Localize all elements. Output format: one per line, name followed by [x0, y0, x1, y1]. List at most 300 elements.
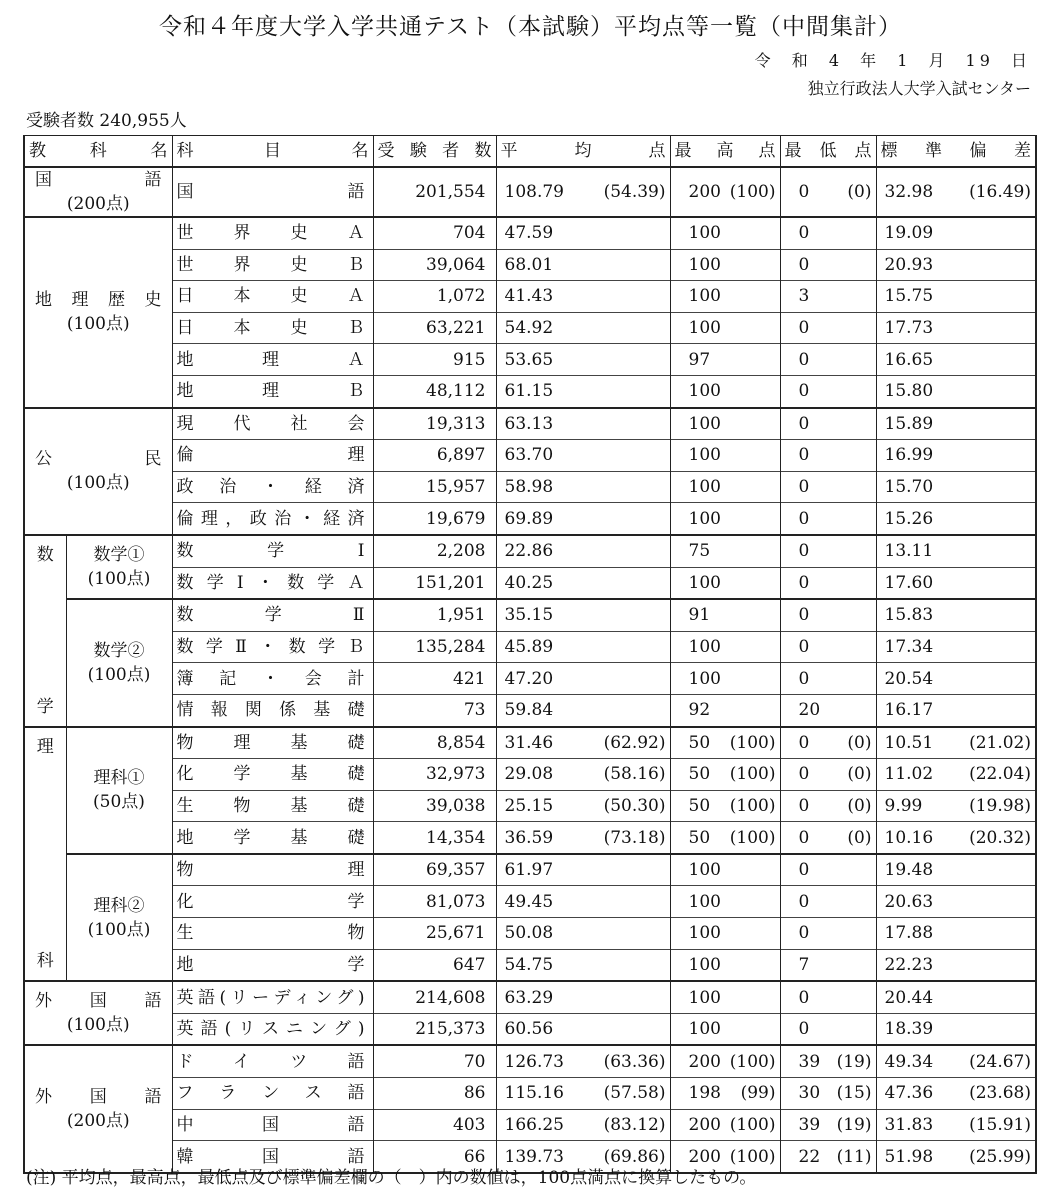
std-dev	[876, 167, 1036, 217]
std-dev-converted: (21.02)	[969, 732, 1031, 753]
std-dev-converted	[951, 250, 1031, 280]
min-score-main: 20	[798, 700, 821, 721]
min-score	[780, 503, 876, 535]
average	[496, 886, 670, 918]
max-score-main: 100	[688, 254, 721, 275]
table-row	[24, 854, 1036, 886]
max-score	[670, 949, 780, 981]
std-dev	[876, 694, 1036, 726]
std-dev-values	[881, 568, 1032, 598]
group-name: 公 民	[35, 449, 162, 470]
average-main: 29.08	[504, 764, 554, 785]
average-converted	[588, 218, 666, 248]
average-converted: (83.12)	[603, 1114, 666, 1135]
max-score-values	[675, 887, 776, 917]
subject-name: 物理基礎	[172, 727, 373, 759]
max-score	[670, 281, 780, 313]
std-dev-main: 15.26	[884, 508, 934, 529]
examinee-count-cell: 151,201	[373, 567, 496, 599]
min-score	[780, 790, 876, 822]
max-score-converted	[720, 695, 776, 725]
min-score-main: 0	[798, 923, 810, 944]
min-score-converted	[834, 504, 872, 534]
max-score	[670, 631, 780, 663]
subject-name: 生物	[172, 918, 373, 950]
subgroup-points: (100点)	[87, 664, 151, 685]
average	[496, 759, 670, 791]
subject-name: 地学基礎	[172, 822, 373, 854]
group-points: (200点)	[66, 1111, 130, 1132]
average-main: 41.43	[504, 286, 554, 307]
std-dev-values	[881, 1014, 1032, 1044]
examinee-count-cell: 14,354	[373, 822, 496, 854]
average-main: 69.89	[504, 508, 554, 529]
std-dev-values	[881, 281, 1032, 311]
min-score-values	[785, 250, 872, 280]
average-converted	[588, 600, 666, 630]
group-points: (100点)	[66, 473, 130, 494]
average-main: 61.97	[504, 860, 554, 881]
max-score-converted	[721, 918, 776, 948]
max-score-values	[675, 600, 776, 630]
min-score	[780, 822, 876, 854]
group-points: (100点)	[66, 314, 130, 335]
min-score-converted: (11)	[836, 1146, 872, 1167]
std-dev-main: 16.17	[884, 700, 934, 721]
examinee-count-cell: 915	[373, 344, 496, 376]
std-dev	[876, 217, 1036, 249]
max-score-values	[675, 440, 776, 470]
std-dev-values	[881, 1110, 1032, 1140]
examinee-count-cell: 19,679	[373, 503, 496, 535]
table-row	[24, 949, 1036, 981]
std-dev	[876, 344, 1036, 376]
max-score-converted	[721, 313, 776, 343]
min-score-converted	[834, 472, 872, 502]
max-score-converted: (100)	[729, 795, 776, 816]
table-row	[24, 344, 1036, 376]
std-dev	[876, 375, 1036, 407]
std-dev-converted	[951, 281, 1031, 311]
max-score	[670, 854, 780, 886]
std-dev-values	[881, 1142, 1032, 1172]
max-score-main: 50	[688, 732, 711, 753]
group-cell	[24, 535, 66, 727]
max-score-converted: (100)	[729, 827, 776, 848]
max-score	[670, 471, 780, 503]
min-score	[780, 535, 876, 567]
subject-name: 日本史Ｂ	[172, 312, 373, 344]
std-dev-converted: (22.04)	[969, 764, 1031, 785]
min-score-converted: (15)	[836, 1083, 872, 1104]
subject-name: 韓国語	[172, 1141, 373, 1173]
header-min: 最低点	[780, 136, 876, 168]
std-dev	[876, 822, 1036, 854]
min-score-main: 0	[798, 413, 810, 434]
max-score-converted	[721, 504, 776, 534]
max-score-main: 200	[688, 1146, 721, 1167]
table-row	[24, 535, 1036, 567]
average-values	[501, 791, 666, 821]
average-main: 58.98	[504, 477, 554, 498]
subject-name: 倫理	[172, 440, 373, 472]
std-dev-converted: (19.98)	[969, 795, 1031, 816]
average-converted: (73.18)	[603, 827, 666, 848]
min-score	[780, 1013, 876, 1045]
min-score-values	[785, 504, 872, 534]
average	[496, 535, 670, 567]
average	[496, 344, 670, 376]
header-subject: 科目名	[172, 136, 373, 168]
average-values	[501, 728, 666, 758]
group-cell	[24, 1045, 172, 1172]
average-values	[501, 504, 666, 534]
std-dev-main: 16.65	[884, 349, 934, 370]
average-converted: (63.36)	[603, 1051, 666, 1072]
min-score	[780, 1078, 876, 1110]
std-dev	[876, 408, 1036, 440]
min-score-converted: (0)	[847, 182, 872, 202]
max-score-main: 100	[688, 413, 721, 434]
max-score-values	[675, 250, 776, 280]
std-dev	[876, 1141, 1036, 1173]
max-score	[670, 375, 780, 407]
max-score-values	[675, 823, 776, 853]
average-converted	[588, 313, 666, 343]
average-values	[501, 823, 666, 853]
examinee-count: 受験者数 240,955人	[26, 111, 187, 131]
std-dev-main: 13.11	[884, 541, 934, 562]
average-converted: (62.92)	[603, 732, 666, 753]
max-score-values	[675, 950, 776, 980]
table-row	[24, 440, 1036, 472]
average-values	[501, 1110, 666, 1140]
group-name-top: 理	[36, 736, 54, 757]
table-row	[24, 694, 1036, 726]
average-converted	[588, 345, 666, 375]
average-values	[501, 983, 666, 1013]
max-score-main: 100	[688, 637, 721, 658]
max-score-converted	[721, 440, 776, 470]
subject-name: 数学Ⅱ	[172, 599, 373, 631]
group-name-bottom: 科	[36, 951, 54, 972]
average	[496, 167, 670, 217]
group-name: 地理歴史	[35, 290, 162, 311]
std-dev-main: 10.16	[884, 827, 934, 848]
average	[496, 281, 670, 313]
average	[496, 854, 670, 886]
std-dev-values	[881, 950, 1032, 980]
table-row	[24, 1013, 1036, 1045]
average-values	[501, 887, 666, 917]
max-score-main: 100	[688, 668, 721, 689]
max-score	[670, 759, 780, 791]
min-score-converted	[834, 281, 872, 311]
subject-name: 世界史Ｂ	[172, 249, 373, 281]
header-count: 受験者数	[373, 136, 496, 168]
average-converted	[588, 409, 666, 439]
std-dev	[876, 759, 1036, 791]
average-converted	[588, 632, 666, 662]
max-score	[670, 1109, 780, 1141]
min-score-main: 0	[798, 349, 810, 370]
subgroup-name: 数学①	[93, 545, 145, 566]
std-dev-converted	[951, 568, 1031, 598]
max-score-converted: (99)	[740, 1083, 776, 1104]
subject-name: 生物基礎	[172, 790, 373, 822]
group-cell	[24, 167, 172, 217]
average-main: 31.46	[504, 732, 554, 753]
examinee-count-cell: 19,313	[373, 408, 496, 440]
average	[496, 1013, 670, 1045]
examinee-count-cell: 25,671	[373, 918, 496, 950]
group-points: (200点)	[66, 194, 130, 214]
std-dev	[876, 281, 1036, 313]
max-score-values	[675, 728, 776, 758]
release-date: 令 和 4 年 1 月 19 日	[754, 51, 1031, 70]
average-converted	[588, 1014, 666, 1044]
average-main: 68.01	[504, 254, 554, 275]
subject-name: 国語	[172, 167, 373, 217]
min-score-main: 0	[798, 541, 810, 562]
average-converted	[588, 918, 666, 948]
average-values	[501, 695, 666, 725]
min-score-converted	[834, 695, 872, 725]
std-dev-converted	[951, 440, 1031, 470]
min-score	[780, 759, 876, 791]
average-main: 50.08	[504, 923, 554, 944]
max-score-values	[675, 791, 776, 821]
min-score	[780, 408, 876, 440]
max-score-values	[675, 345, 776, 375]
average-main: 35.15	[504, 605, 554, 626]
min-score-main: 0	[798, 182, 810, 202]
subject-name: 化学	[172, 886, 373, 918]
min-score-values	[785, 536, 872, 566]
std-dev-converted: (15.91)	[969, 1114, 1031, 1135]
average-main: 54.92	[504, 318, 554, 339]
subgroup-points: (50点)	[93, 792, 145, 813]
min-score-values	[785, 918, 872, 948]
min-score	[780, 167, 876, 217]
average-converted	[588, 950, 666, 980]
subject-name: ドイツ語	[172, 1045, 373, 1077]
min-score-values	[785, 855, 872, 885]
min-score	[780, 217, 876, 249]
std-dev-values	[881, 250, 1032, 280]
std-dev-converted	[951, 504, 1031, 534]
min-score-converted	[834, 218, 872, 248]
max-score	[670, 567, 780, 599]
std-dev-main: 32.98	[884, 182, 934, 202]
max-score	[670, 344, 780, 376]
group-name-bottom: 学	[36, 696, 54, 717]
std-dev-values	[881, 345, 1032, 375]
max-score-main: 100	[688, 891, 721, 912]
subject-name: 簿記・会計	[172, 663, 373, 695]
average-values	[501, 918, 666, 948]
average	[496, 1078, 670, 1110]
table-row	[24, 663, 1036, 695]
min-score	[780, 727, 876, 759]
score-table	[23, 135, 1037, 1174]
max-score	[670, 663, 780, 695]
group-name: 外 国 語	[35, 991, 162, 1012]
std-dev-main: 15.89	[884, 413, 934, 434]
std-dev-main: 20.44	[884, 987, 934, 1008]
max-score-values	[675, 664, 776, 694]
examinee-count-cell: 215,373	[373, 1013, 496, 1045]
group-cell	[24, 981, 172, 1045]
std-dev-values	[881, 728, 1032, 758]
average	[496, 1109, 670, 1141]
std-dev	[876, 599, 1036, 631]
min-score-converted	[834, 409, 872, 439]
max-score-main: 100	[688, 223, 721, 244]
min-score	[780, 1109, 876, 1141]
std-dev-main: 17.73	[884, 318, 934, 339]
std-dev-values	[881, 918, 1032, 948]
table-row	[24, 631, 1036, 663]
max-score-values	[675, 313, 776, 343]
average-converted	[588, 855, 666, 885]
min-score-main: 0	[798, 572, 810, 593]
std-dev	[876, 1109, 1036, 1141]
max-score-main: 100	[688, 318, 721, 339]
subject-name: 地理Ａ	[172, 344, 373, 376]
average-converted: (57.58)	[603, 1083, 666, 1104]
subject-name: 倫理，政治・経済	[172, 503, 373, 535]
min-score-main: 7	[798, 954, 810, 975]
average-values	[501, 950, 666, 980]
average-values	[501, 177, 666, 207]
table-row	[24, 727, 1036, 759]
table-row	[24, 281, 1036, 313]
average	[496, 663, 670, 695]
std-dev-main: 17.60	[884, 572, 934, 593]
max-score	[670, 918, 780, 950]
max-score-values	[675, 632, 776, 662]
average	[496, 567, 670, 599]
average	[496, 727, 670, 759]
max-score	[670, 167, 780, 217]
min-score-main: 0	[798, 508, 810, 529]
min-score-converted	[834, 250, 872, 280]
examinee-count-cell: 32,973	[373, 759, 496, 791]
examinee-count-cell: 81,073	[373, 886, 496, 918]
average	[496, 249, 670, 281]
std-dev-converted	[951, 918, 1031, 948]
average-main: 61.15	[504, 381, 554, 402]
std-dev-values	[881, 1047, 1032, 1077]
max-score-converted	[721, 376, 776, 406]
table-row	[24, 1109, 1036, 1141]
std-dev-values	[881, 472, 1032, 502]
subgroup-name: 数学②	[93, 640, 145, 661]
min-score-main: 0	[798, 637, 810, 658]
average	[496, 790, 670, 822]
min-score	[780, 918, 876, 950]
average-main: 139.73	[504, 1146, 564, 1167]
min-score-values	[785, 345, 872, 375]
std-dev-converted	[951, 472, 1031, 502]
max-score-values	[675, 855, 776, 885]
max-score-main: 100	[688, 923, 721, 944]
max-score	[670, 599, 780, 631]
max-score	[670, 249, 780, 281]
table-row	[24, 886, 1036, 918]
examinee-count-cell: 66	[373, 1141, 496, 1173]
std-dev	[876, 631, 1036, 663]
min-score-main: 22	[798, 1146, 821, 1167]
examinee-count-cell: 6,897	[373, 440, 496, 472]
average-values	[501, 536, 666, 566]
examinee-count-cell: 15,957	[373, 471, 496, 503]
std-dev-converted: (25.99)	[969, 1146, 1031, 1167]
max-score	[670, 312, 780, 344]
average-values	[501, 345, 666, 375]
max-score-converted	[721, 568, 776, 598]
average	[496, 408, 670, 440]
page-title: 令和４年度大学入学共通テスト（本試験）平均点等一覧（中間集計）	[158, 14, 903, 40]
average-converted	[588, 376, 666, 406]
examinee-count-cell: 403	[373, 1109, 496, 1141]
max-score-converted	[721, 409, 776, 439]
max-score-main: 100	[688, 572, 721, 593]
min-score-main: 0	[798, 668, 810, 689]
subgroup-cell	[66, 535, 172, 599]
table-row	[24, 599, 1036, 631]
max-score-values	[675, 759, 776, 789]
examinee-count-cell: 214,608	[373, 981, 496, 1013]
subject-name: 英語(リーディング)	[172, 981, 373, 1013]
min-score-converted	[834, 918, 872, 948]
min-score-converted	[834, 376, 872, 406]
max-score-main: 91	[688, 605, 711, 626]
average-converted	[588, 664, 666, 694]
min-score-values	[785, 728, 872, 758]
max-score-main: 100	[688, 1019, 721, 1040]
max-score-main: 100	[688, 286, 721, 307]
table-row	[24, 375, 1036, 407]
std-dev	[876, 1013, 1036, 1045]
std-dev-values	[881, 536, 1032, 566]
min-score-values	[785, 472, 872, 502]
examinee-count-cell: 39,064	[373, 249, 496, 281]
average	[496, 1045, 670, 1077]
std-dev-main: 20.54	[884, 668, 934, 689]
subject-name: フランス語	[172, 1078, 373, 1110]
std-dev-values	[881, 887, 1032, 917]
min-score-values	[785, 440, 872, 470]
max-score-values	[675, 409, 776, 439]
max-score-converted	[721, 250, 776, 280]
std-dev-main: 15.75	[884, 286, 934, 307]
std-dev-main: 15.83	[884, 605, 934, 626]
std-dev	[876, 440, 1036, 472]
subgroup-name: 理科②	[93, 895, 145, 916]
std-dev-main: 47.36	[884, 1083, 934, 1104]
average-converted	[588, 887, 666, 917]
min-score-values	[785, 1078, 872, 1108]
subgroup-points: (100点)	[87, 919, 151, 940]
max-score-main: 97	[688, 349, 711, 370]
max-score	[670, 1078, 780, 1110]
min-score-values	[785, 823, 872, 853]
table-row	[24, 503, 1036, 535]
average-values	[501, 472, 666, 502]
std-dev-converted	[951, 1014, 1031, 1044]
